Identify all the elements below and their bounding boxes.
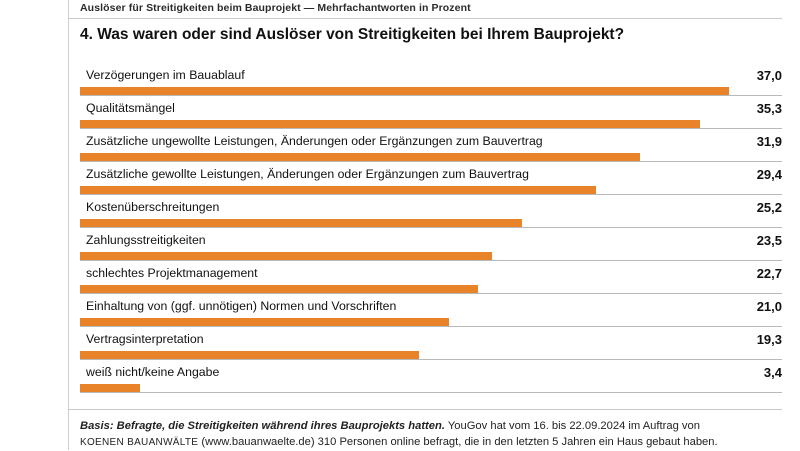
bar-track: [80, 285, 782, 293]
footnote-text-2: (www.bauanwaelte.de) 310 Personen online befragt, die in den letzten 5 Jahren ein Haus gebaut haben.: [198, 436, 718, 449]
bar-label: schlechtes Projektmanagement: [86, 266, 258, 280]
bar-row: [80, 132, 782, 165]
bar-label: Zusätzliche ungewollte Leistungen, Änderungen oder Ergänzungen zum Bauvertrag: [86, 134, 543, 148]
bar-row: [80, 99, 782, 132]
bar-baseline: [80, 384, 782, 393]
bar-label: Verzögerungen im Bauablauf: [86, 68, 245, 82]
bar-fill: [80, 318, 449, 326]
bar-label: Zahlungsstreitigkeiten: [86, 233, 206, 247]
bar-row: [80, 363, 782, 396]
bar-track: [80, 153, 782, 161]
bar-row: [80, 297, 782, 330]
divider-top: [68, 18, 782, 19]
bar-row: [80, 198, 782, 231]
footnote: [80, 418, 782, 451]
bar-track: [80, 219, 782, 227]
bar-value: 37,0: [756, 68, 782, 83]
bar-label: Kostenüberschreitungen: [86, 200, 220, 214]
bar-value: 31,9: [756, 134, 782, 149]
bar-fill: [80, 252, 492, 260]
bar-track: [80, 120, 782, 128]
footnote-brand: KOENEN BAUANWÄLTE: [80, 437, 199, 449]
footnote-text-1: YouGov hat vom 16. bis 22.09.2024 im Auftrag von: [444, 420, 700, 432]
bar-row: [80, 66, 782, 99]
bar-track: [80, 384, 782, 392]
bar-fill: [80, 87, 729, 95]
bar-row: [80, 264, 782, 297]
bar-chart: [80, 66, 782, 396]
bar-fill: [80, 120, 700, 128]
bar-track: [80, 186, 782, 194]
bar-value: 3,4: [763, 365, 782, 380]
bar-track: [80, 252, 782, 260]
bar-fill: [80, 384, 140, 392]
left-vertical-rule: [68, 0, 69, 450]
bar-fill: [80, 186, 596, 194]
bar-value: 35,3: [756, 101, 782, 116]
bar-value: 19,3: [756, 332, 782, 347]
bar-fill: [80, 153, 640, 161]
divider-bottom: [68, 409, 782, 410]
footnote-lead: Basis: Befragte, die Streitigkeiten während ihres Bauprojekts hatten.: [80, 420, 445, 432]
bar-row: [80, 165, 782, 198]
bar-value: 23,5: [756, 233, 782, 248]
bar-label: Einhaltung von (ggf. unnötigen) Normen und Vorschriften: [86, 299, 397, 313]
bar-row: [80, 330, 782, 363]
bar-track: [80, 87, 782, 95]
bar-label: Qualitätsmängel: [86, 101, 175, 115]
bar-value: 22,7: [756, 266, 782, 281]
bar-value: 25,2: [756, 200, 782, 215]
bar-fill: [80, 219, 522, 227]
bar-value: 21,0: [756, 299, 782, 314]
bar-label: Vertragsinterpretation: [86, 332, 204, 346]
bar-track: [80, 318, 782, 326]
bar-track: [80, 351, 782, 359]
bar-label: weiß nicht/keine Angabe: [86, 365, 220, 379]
bar-fill: [80, 285, 478, 293]
bar-value: 29,4: [756, 167, 782, 182]
page-title: 4. Was waren oder sind Auslöser von Streitigkeiten bei Ihrem Bauprojekt?: [80, 26, 625, 43]
bar-row: [80, 231, 782, 264]
chart-subtitle: Auslöser für Streitigkeiten beim Bauprojekt — Mehrfachantworten in Prozent: [80, 2, 471, 14]
bar-label: Zusätzliche gewollte Leistungen, Änderungen oder Ergänzungen zum Bauvertrag: [86, 167, 529, 181]
bar-fill: [80, 351, 419, 359]
